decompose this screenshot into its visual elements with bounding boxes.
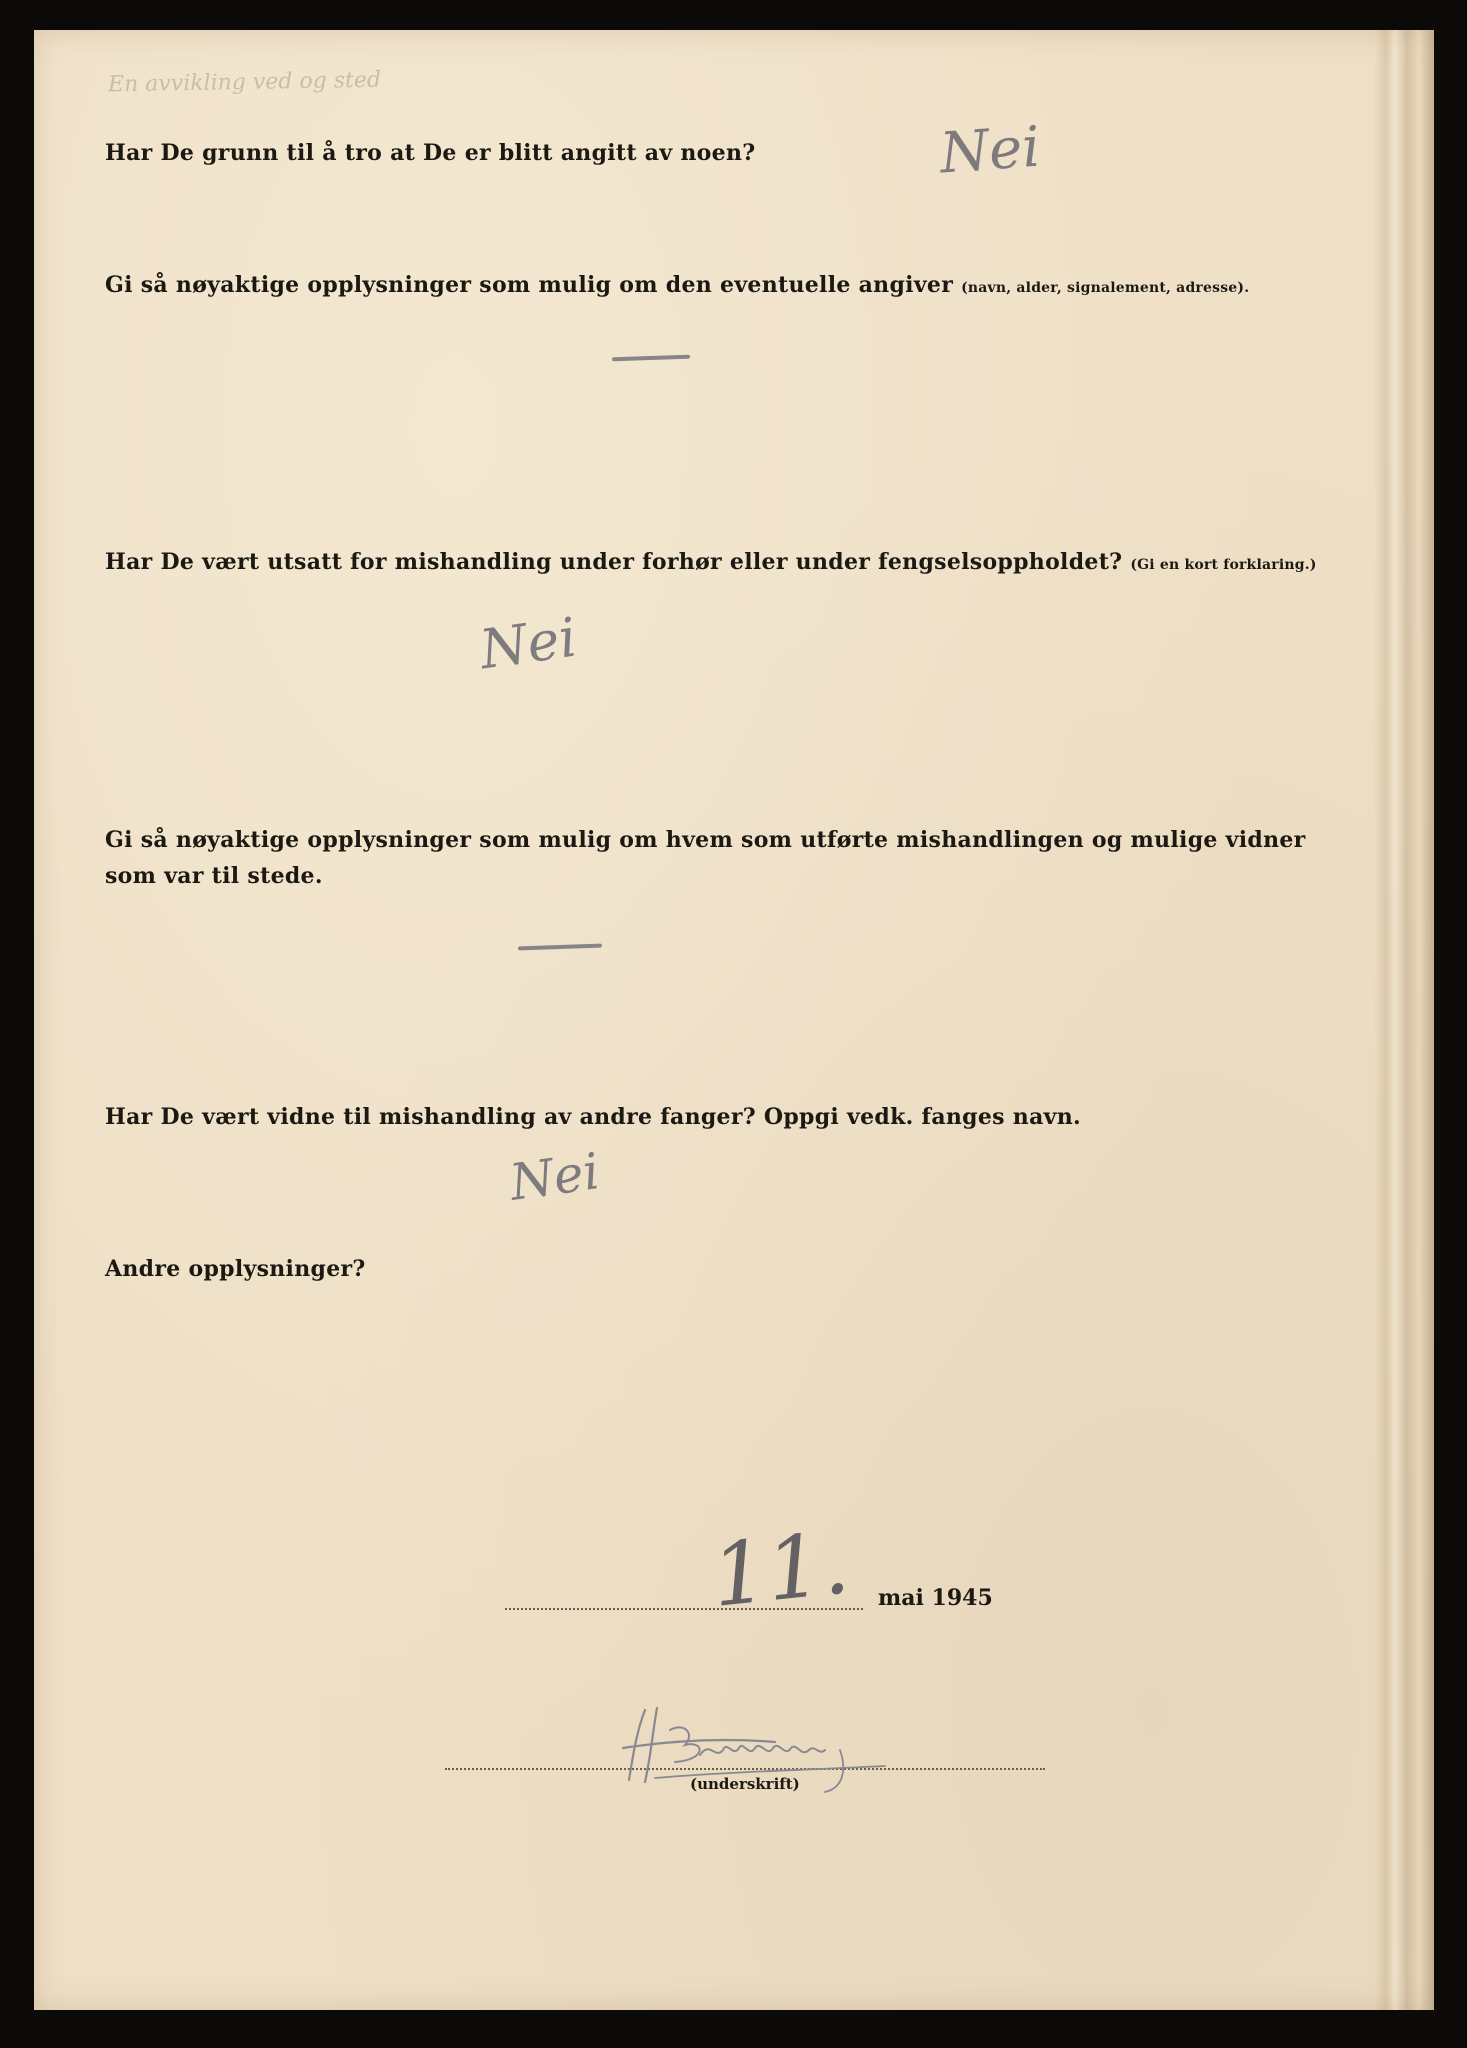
page-fold	[1374, 30, 1434, 2010]
question-perpetrators-text: Gi så nøyaktige opplysninger som mulig om hvem som utførte mishandlingen og mulige vidner som var til stede.	[105, 827, 1306, 889]
answer-denounced: Nei	[937, 114, 1043, 187]
question-mistreatment-text: Har De vært utsatt for mishandling under forhør eller under fengselsoppholdet?	[105, 549, 1123, 575]
question-witness	[105, 1104, 1081, 1130]
signature-caption: (underskrift)	[690, 1775, 800, 1793]
question-informer-text: Gi så nøyaktige opplysninger som mulig om den eventuelle angiver	[105, 272, 954, 298]
question-other-info	[105, 1256, 366, 1282]
question-mistreatment-note: (Gi en kort forklaring.)	[1130, 557, 1317, 573]
question-other-info-text: Andre opplysninger?	[105, 1256, 366, 1282]
question-informer	[105, 272, 1249, 298]
question-mistreatment	[105, 549, 1317, 575]
date-day: 11.	[707, 1513, 854, 1627]
faint-header-text: En avvikling ved og sted	[107, 67, 382, 98]
question-witness-text: Har De vært vidne til mishandling av andre fanger? Oppgi vedk. fanges navn.	[105, 1104, 1081, 1130]
answer-witness: Nei	[506, 1142, 603, 1212]
answer-mistreatment: Nei	[476, 605, 581, 682]
question-denounced-text: Har De grunn til å tro at De er blitt angitt av noen?	[105, 140, 756, 166]
date-month-year: mai 1945	[878, 1585, 993, 1611]
question-informer-note: (navn, alder, signalement, adresse).	[961, 280, 1250, 296]
question-perpetrators	[105, 822, 1345, 894]
question-denounced	[105, 140, 755, 166]
